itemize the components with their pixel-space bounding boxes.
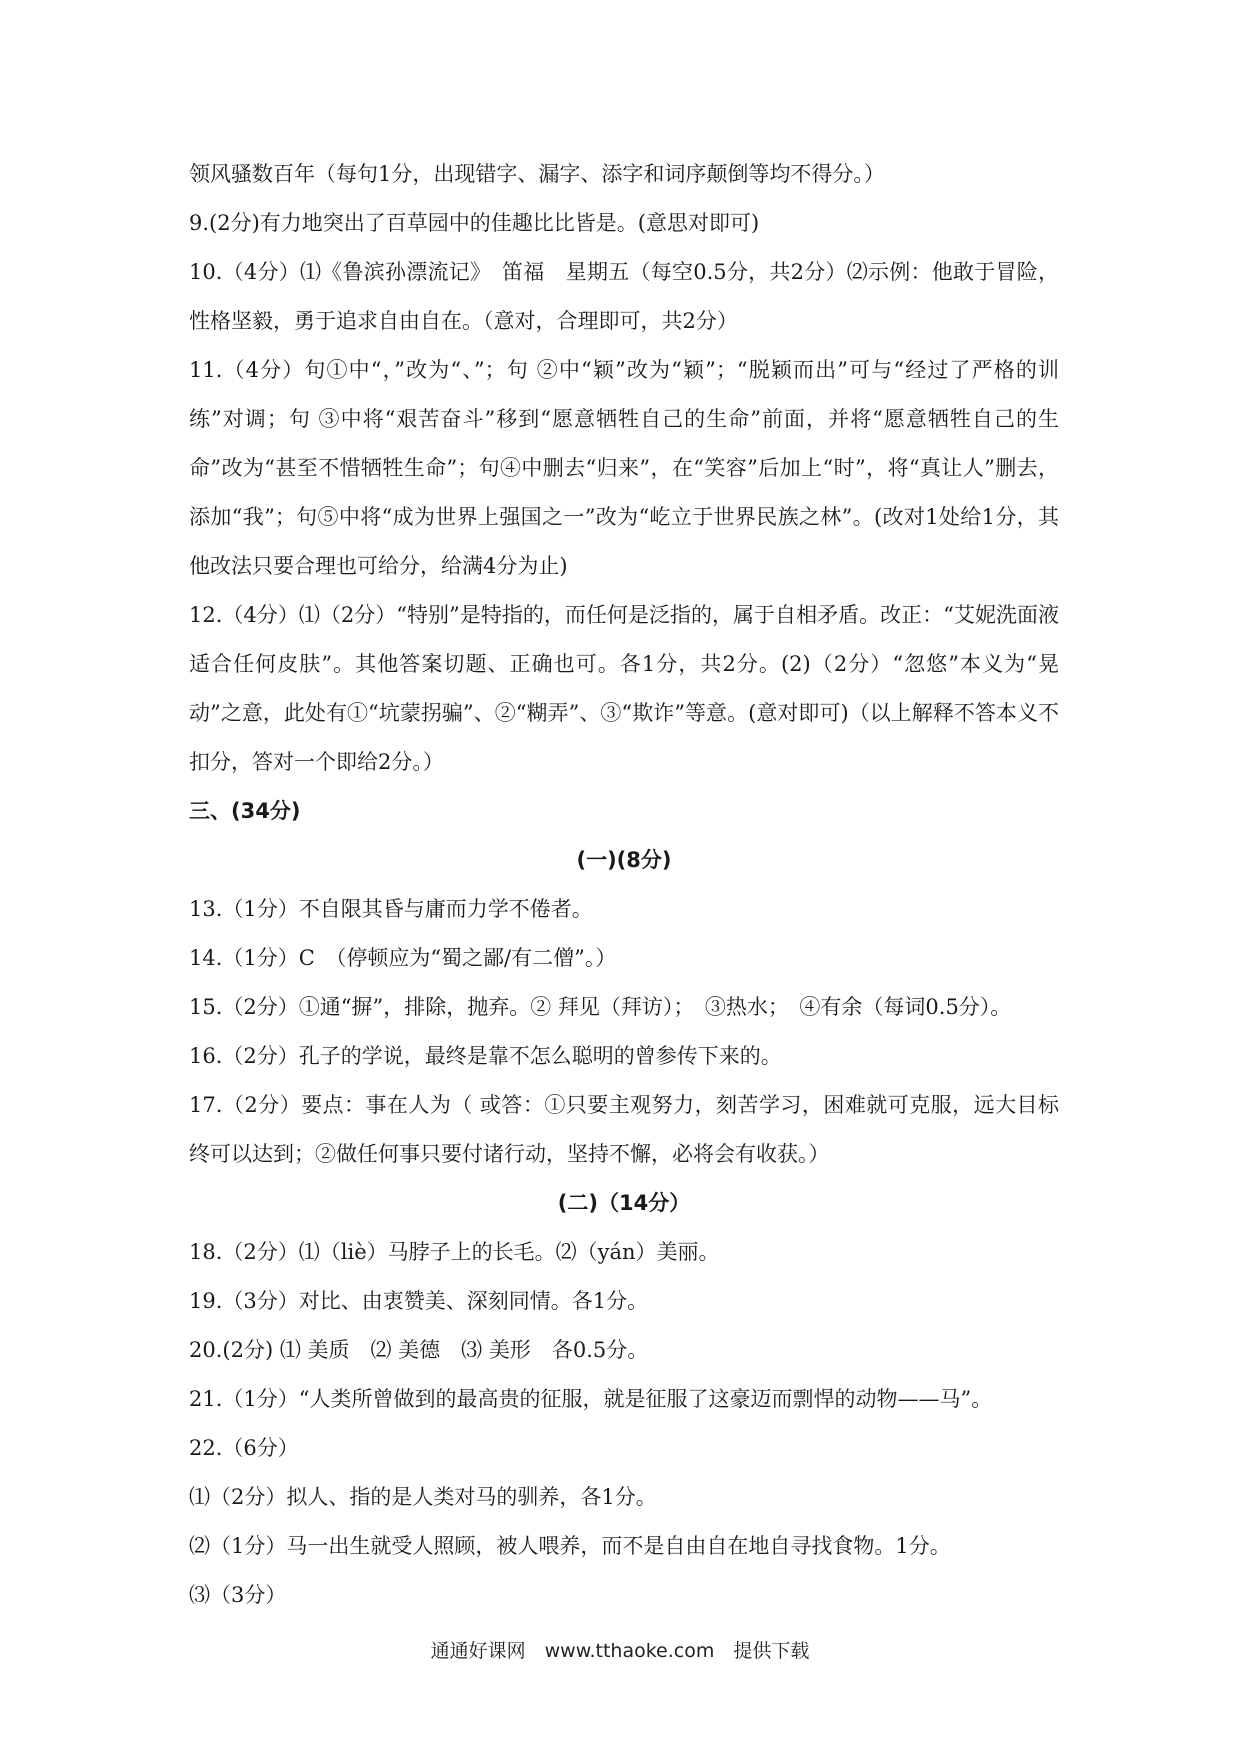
answer-content: [189, 150, 1059, 1620]
answer-line: ⑴（2分）拟人、指的是人类对马的驯养，各1分。: [189, 1485, 657, 1509]
answer-line: 17.（2分）要点：事在人为（ 或答：①只要主观努力，刻苦学习，困难就可克服，远大目标终可以达到；②做任何事只要付诸行动，坚持不懈，必将会有收获。）: [189, 1093, 1059, 1166]
answer-line: 19.（3分）对比、由衷赞美、深刻同情。各1分。: [189, 1289, 649, 1313]
answer-line: 16.（2分）孔子的学说，最终是靠不怎么聪明的曾参传下来的。: [189, 1044, 782, 1068]
answer-line: 22.（6分）: [189, 1436, 299, 1460]
answer-line: 13.（1分）不自限其昏与庸而力学不倦者。: [189, 897, 593, 921]
answer-line: 12.（4分）⑴（2分）“特别”是特指的，而任何是泛指的，属于自相矛盾。改正：“艾妮洗面液适合任何皮肤”。其他答案切题、正确也可。各1分，共2分。(2)（2分）“忽悠”本义为“晃动”之意，此处有①“坑蒙拐骗”、②“糊弄”、③“欺诈”等意。(意对即可)（以上解释不答本义不扣分，答对一个即给2分。）: [189, 603, 1059, 774]
page-footer: 通通好课网 www.tthaoke.com 提供下载: [430, 1640, 810, 1662]
answer-line: 10.（4分）⑴《鲁滨孙漂流记》 笛福 星期五（每空0.5分，共2分）⑵示例：他敢于冒险，性格坚毅，勇于追求自由自在。（意对，合理即可，共2分）: [189, 260, 1059, 333]
section-heading: 三、(34分): [189, 799, 301, 823]
answer-line: ⑶（3分）: [189, 1583, 287, 1607]
subsection-heading: (一)(8分): [576, 848, 672, 872]
answer-line: 21.（1分）“人类所曾做到的最高贵的征服，就是征服了这豪迈而剽悍的动物——马”。: [189, 1387, 993, 1411]
answer-line: 领风骚数百年（每句1分，出现错字、漏字、添字和词序颠倒等均不得分。）: [189, 162, 885, 186]
answer-line: 18.（2分）⑴（liè）马脖子上的长毛。⑵（yán）美丽。: [189, 1240, 720, 1264]
subsection-heading: (二)（14分）: [557, 1191, 691, 1215]
answer-line: 15.（2分）①通“摒”，排除，抛弃。② 拜见（拜访）； ③热水； ④有余（每词0.5分）。: [189, 995, 1012, 1019]
answer-line: 14.（1分）C （停顿应为“蜀之鄙/有二僧”。）: [189, 946, 617, 970]
answer-line: ⑵（1分）马一出生就受人照顾，被人喂养，而不是自由自在地自寻找食物。1分。: [189, 1534, 951, 1558]
answer-line: 20.(2分) ⑴ 美质 ⑵ 美德 ⑶ 美形 各0.5分。: [189, 1338, 649, 1362]
answer-line: 11.（4分）句①中“，”改为“、”；句 ②中“颖”改为“颖”；“脱颖而出”可与“经过了严格的训练”对调；句 ③中将“艰苦奋斗”移到“愿意牺牲自己的生命”前面，并将“愿意牺牲自己的生命”改为“甚至不惜牺牲生命”；句④中删去“归来”，在“笑容”后加上“时”，将“真让人”删去，添加“我”；句⑤中将“成为世界上强国之一”改为“屹立于世界民族之林”。(改对1处给1分，其他改法只要合理也可给分，给满4分为止): [189, 358, 1059, 578]
answer-line: 9.(2分)有力地突出了百草园中的佳趣比比皆是。(意思对即可): [189, 211, 760, 235]
